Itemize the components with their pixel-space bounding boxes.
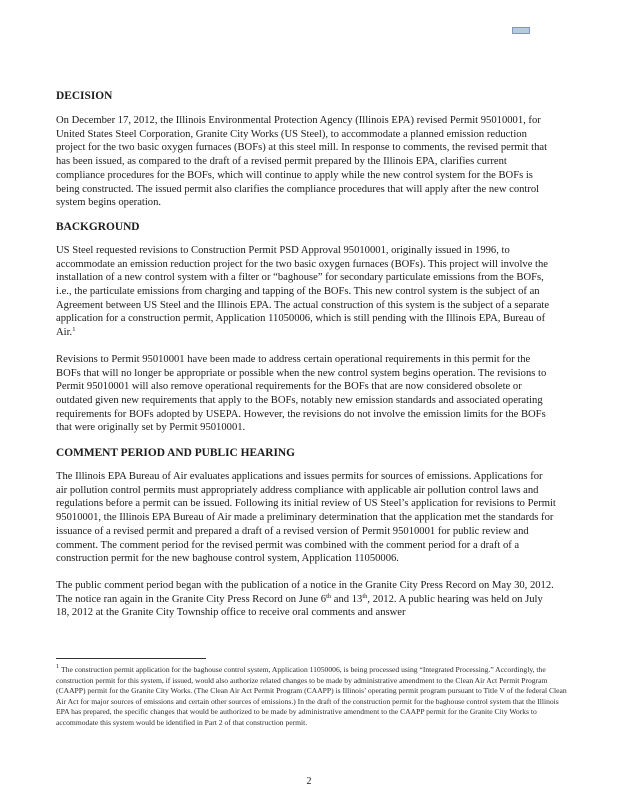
document-body [56, 89, 556, 620]
heading-decision: DECISION [56, 90, 113, 102]
paragraph-decision: On December 17, 2012, the Illinois Environmental Protection Agency (Illinois EPA) revised Permit 95010001, for United States Steel Corporation, Granite City Works (US Steel), to accommodate a planned emission reduction project for the two basic oxygen furnaces (BOFs) at this steel mill. In response to comments, the revised permit that has been issued, as compared to the draft of a revised permit prepared by the Illinois EPA, clarifies current compliance procedures for the BOFs, which will continue to apply while the new control system for the BOFs is being constructed. The issued permit also clarifies the compliance procedures that will apply after the new control system begins operation. [56, 115, 548, 209]
corner-stamp-mark [512, 27, 530, 34]
heading-background: BACKGROUND [56, 220, 140, 233]
paragraph-comment-1: The Illinois EPA Bureau of Air evaluates applications and issues permits for sources of emissions. Applications for air pollution control permits must appropriately address compliance with applicable air pollution control laws and regulations before a permit can be issued. Following its initial review of US Steel’s application for revisions to Permit 95010001, the Illinois EPA Bureau of Air made a preliminary determination that the application met the standards for issuance of a revised permit and prepared a draft of a revised version of Permit 95010001 for public review and comment. The comment period for the revised permit was combined with the comment period for a draft of a construction permit for the new baghouse control system, Application 11050006. [56, 471, 556, 565]
footnote [56, 665, 568, 729]
footnote-text: The construction permit application for the baghouse control system, Application 11050006, is being processed using “Integrated Processing.” Accordingly, the construction permit for this system, if issued, would also authorize related changes to be made by administrative amendment to the Clean Air Act Permit Program (CAAPP) permit for the Granite City Works. (The Clean Air Act Permit Program (CAAPP) is Illinois’ operating permit program pursuant to Title V of the federal Clean Air Act for major sources of emissions and certain other sources of emissions.) In the draft of the construction permit for the baghouse control system that the Illinois EPA has prepared, the specific changes that would be authorized to be made by administrative amendment to the CAAPP permit for the Granite City Works to accommodate this system would be identified in Part 2 of that construction permit. [56, 665, 567, 727]
ordinal-suffix-2: th [362, 592, 368, 600]
footnote-marker: 1 [56, 663, 60, 670]
ordinal-suffix-1: th [326, 592, 332, 600]
footnote-divider [56, 658, 206, 659]
paragraph-comment-2 [56, 579, 556, 620]
paragraph-background-2: Revisions to Permit 95010001 have been made to address certain operational requirements in this permit for the BOFs that will no longer be appropriate or possible when the new control system begins operation. The revisions to Permit 95010001 will also remove operational requirements for the BOFs that are now considered obsolete or outdated given new requirements that apply to the BOFs, notably new emission standards and associated operating requirements for BOFs adopted by USEPA. However, the revisions do not involve the emission limits for the BOFs that were originally set by Permit 95010001. [56, 353, 547, 434]
paragraph-background-1-text: US Steel requested revisions to Construction Permit PSD Approval 95010001, originally issued in 1996, to accommodate an emission reduction project for the two basic oxygen furnaces (BOFs). This project will involve the installation of a new control system with a filter or “baghouse” for secondary particulate emissions from the BOFs, i.e., the particulate emissions from charging and tapping of the BOFs. This new control system is the subject of an Agreement between US Steel and the Illinois EPA. The actual construction of this system is the subject of a separate application for a construction permit, Application 11050006, which is still pending with the Illinois EPA, Bureau of Air. [56, 244, 550, 339]
footnote-reference: 1 [72, 326, 76, 334]
comment-2-text-c: , 2012. A public hearing was held on July 18, 2012 at the Granite City Township office to receive oral comments and answer [56, 593, 543, 619]
heading-comment-period: COMMENT PERIOD AND PUBLIC HEARING [56, 447, 296, 460]
comment-2-text-b: and 13 [331, 593, 363, 605]
page-number: 2 [306, 776, 312, 787]
paragraph-background-1 [56, 244, 556, 340]
comment-2-text-a: The public comment period began with the publication of a notice in the Granite City Press Record on May 30, 2012. The notice ran again in the Granite City Press Record on June 6 [56, 579, 554, 605]
